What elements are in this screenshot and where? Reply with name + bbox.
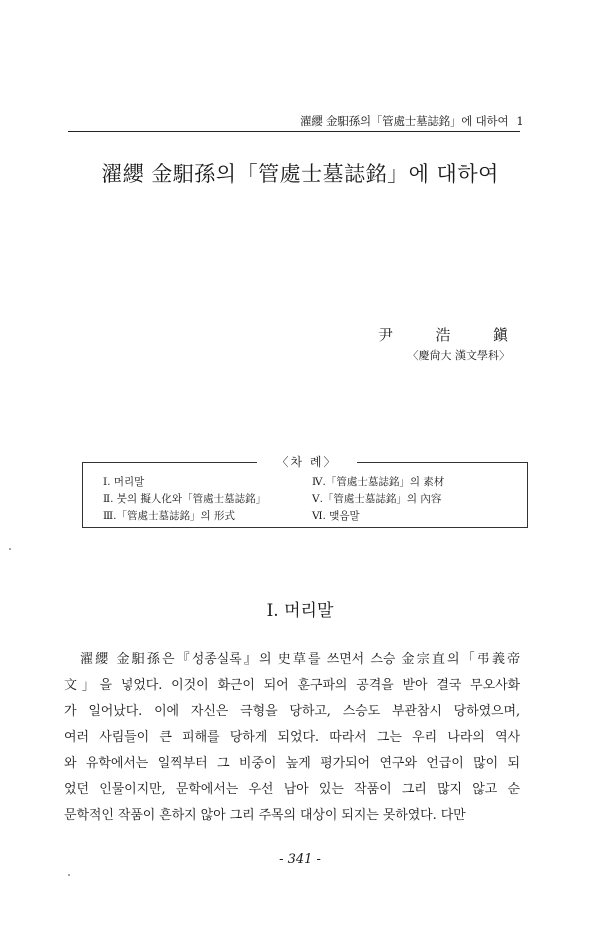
body-text-line: 가 일어났다. 이에 자신은 극형을 당하고, 스승도 부관참시 당하였으며, — [64, 704, 520, 719]
body-text-line: 었던 인물이지만, 문학에서는 우선 남아 있는 작품이 그리 많지 않고 순 — [64, 782, 520, 797]
body-text-line: 문학적인 작품이 흔하지 않아 그리 주목의 대상이 되지는 못하였다. 다만 — [64, 808, 466, 823]
author-name: 尹 浩 鎭 — [378, 326, 508, 344]
body-text-line: 文」을 넣었다. 이것이 화근이 되어 훈구파의 공격을 받아 결국 무오사화 — [64, 678, 520, 693]
header-rule — [68, 131, 520, 132]
toc-item: Ⅳ.「管處士墓誌銘」의 素材 — [312, 476, 445, 488]
running-header-page-number: 1 — [516, 114, 524, 128]
toc-item: Ⅱ. 붓의 擬人化와「管處士墓誌銘」 — [103, 493, 267, 505]
body-text-line: 와 유학에서는 일찍부터 그 비중이 높게 평가되어 연구와 언급이 많이 되 — [64, 756, 520, 771]
body-text-line: 濯纓 金馹孫은『성종실록』의 史草를 쓰면서 스승 金宗直의「弔義帝 — [80, 652, 520, 667]
toc-item: Ⅵ. 맺음말 — [312, 510, 360, 522]
page-folio: - 341 - — [279, 852, 321, 867]
scan-speck — [68, 874, 70, 876]
toc-item: Ⅲ.「管處士墓誌銘」의 形式 — [103, 510, 235, 522]
toc-item: Ⅰ. 머리말 — [103, 476, 145, 488]
scan-speck — [9, 548, 11, 550]
running-header-text: 濯纓 金馹孫의「管處士墓誌銘」에 대하여 — [300, 114, 509, 128]
body-text-line: 여러 사림들이 큰 피해를 당하게 되었다. 따라서 그는 우리 나라의 역사 — [64, 730, 520, 745]
table-of-contents-label: 〈차 례〉 — [257, 453, 357, 470]
article-title: 濯纓 金馹孫의「管處士墓誌銘」에 대하여 — [101, 162, 499, 186]
author-affiliation: 〈慶尙大 漢文學科〉 — [407, 349, 510, 362]
section-heading: Ⅰ. 머리말 — [266, 601, 334, 621]
toc-item: Ⅴ.「管處士墓誌銘」의 內容 — [312, 493, 442, 505]
running-header — [300, 113, 524, 129]
